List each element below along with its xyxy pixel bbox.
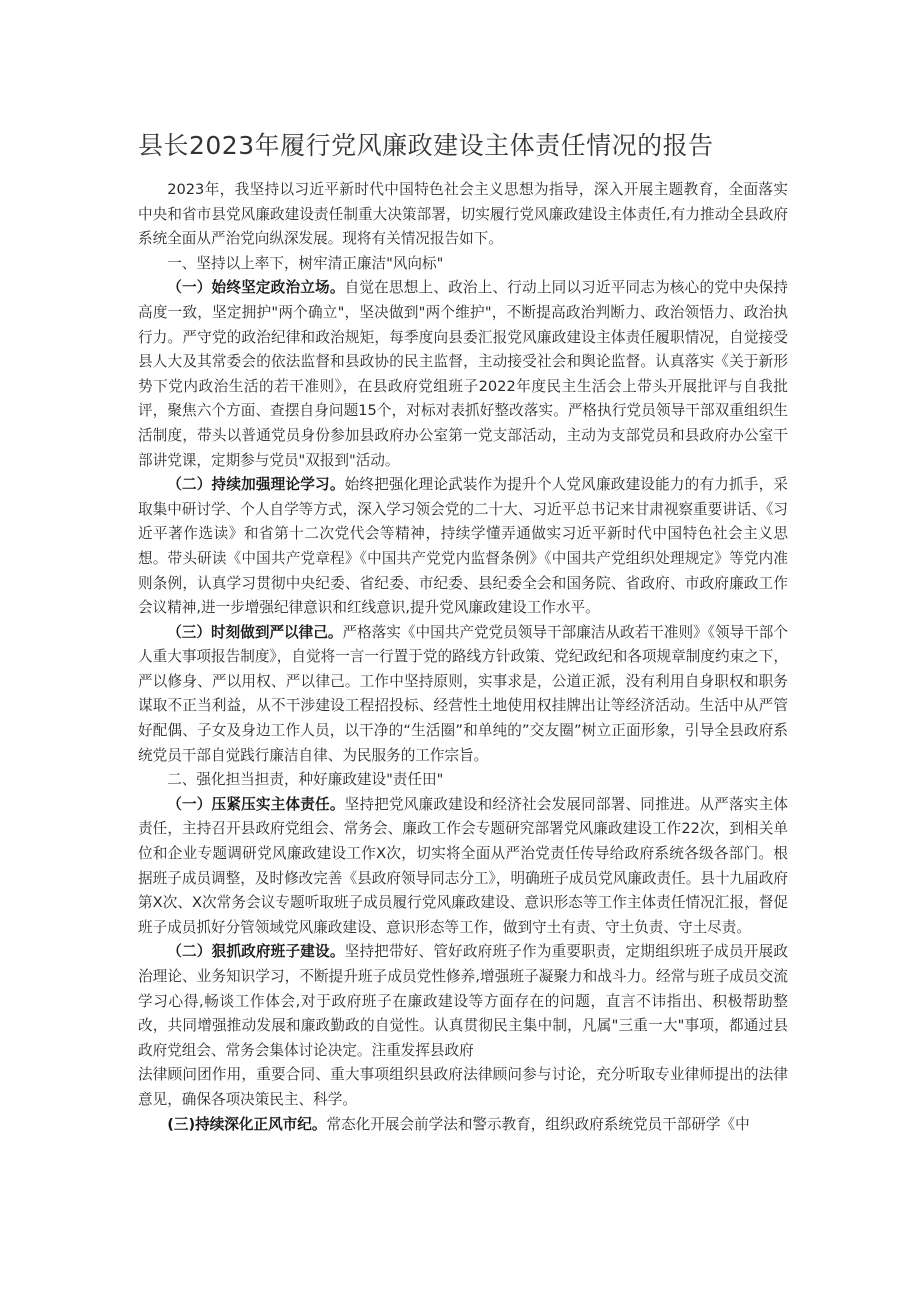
paragraph-text: 自觉在思想上、政治上、行动上同以习近平同志为核心的党中央保持高度一致，坚定拥护"两个确立"，坚决做到"两个维护"，不断提高政治判断力、政治领悟力、政治执行力。严守党的政治纪律和政治规矩，每季度向县委汇报党风廉政建设主体责任履职情况，自觉接受县人大及其常委会的依法监督和县政协的民主监督，主动接受社会和舆论监督。认真落实《关于新形势下党内政治生活的若干准则》，在县政府党组班子2022年度民主生活会上带头开展批评与自我批评，聚焦六个方面、查摆自身问题15个，对标对表抓好整改落实。严格执行党员领导干部双重组织生活制度，带头以普通党员身份参加县政府办公室第一党支部活动，主动为支部党员和县政府办公室干部讲党课，定期参与党员"双报到"活动。: [138, 279, 788, 469]
section-2-paragraph-1: [138, 793, 788, 941]
section-1-paragraph-2: [138, 473, 788, 621]
document-body: [138, 178, 788, 1137]
section-2-paragraph-2-continued: 法律顾问团作用，重要合同、重大事项组织县政府法律顾问参与讨论，充分听取专业律师提出的法律意见，确保各项决策民主、科学。: [138, 1066, 788, 1108]
paragraph-lead: （二）狠抓政府班子建设。: [167, 943, 345, 961]
section-2-heading: 二、强化担当担责，种好廉政建设"责任田": [167, 771, 444, 789]
paragraph-lead: （三）时刻做到严以律己。: [167, 623, 343, 641]
paragraph-text: 坚持把党风廉政建设和经济社会发展同部署、同推进。从严落实主体责任，主持召开县政府党组会、常务会、廉政工作会专题研究部署党风廉政建设工作22次，到相关单位和企业专题调研党风廉政建设工作X次，切实将全面从严治党责任传导给政府系统各级各部门。根据班子成员调整，及时修改完善《县政府领导同志分工》，明确班子成员党风廉政责任。县十九届政府第X次、X次常务会议专题听取班子成员履行党风廉政建设、意识形态等工作主体责任情况汇报，督促班子成员抓好分管领域党风廉政建设、意识形态等工作，做到守土有责、守土负责、守土尽责。: [138, 795, 788, 936]
paragraph-lead: (三)持续深化正风市纪。: [167, 1115, 327, 1133]
section-2-paragraph-3: [138, 1113, 788, 1138]
paragraph-text: 始终把强化理论武装作为提升个人党风廉政建设能力的有力抓手，采取集中研讨学、个人自学等方式，深入学习领会党的二十大、习近平总书记来甘肃视察重要讲话、《习近平著作选读》和省第十二次党代会等精神，持续学懂弄通做实习近平新时代中国特色社会主义思想。带头研读《中国共产党章程》《中国共产党党内监督条例》《中国共产党组织处理规定》等党内准则条例，认真学习贯彻中央纪委、省纪委、市纪委、县纪委全会和国务院、省政府、市政府廉政工作会议精神,进一步增强纪律意识和红线意识,提升党风廉政建设工作水平。: [138, 476, 788, 617]
paragraph-lead: （二）持续加强理论学习。: [167, 476, 345, 494]
document-title: 县长2023年履行党风廉政建设主体责任情况的报告: [138, 131, 714, 160]
paragraph-text: 常态化开展会前学法和警示教育，组织政府系统党员干部研学《中: [326, 1115, 750, 1133]
paragraph-lead: （一）始终坚定政治立场。: [167, 279, 345, 297]
paragraph-lead: （一）压紧压实主体责任。: [167, 795, 345, 813]
paragraph-text: 坚持把带好、管好政府班子作为重要职责，定期组织班子成员开展政治理论、业务知识学习，不断提升班子成员党性修养,增强班子凝聚力和战斗力。经常与班子成员交流学习心得,畅谈工作体会,对于政府班子在廉政建设等方面存在的问题，直言不讳指出、积极帮助整改，共同增强推动发展和廉政勤政的自觉性。认真贯彻民主集中制，凡属"三重一大"事项，都通过县政府党组会、常务会集体讨论决定。注重发挥县政府: [138, 943, 788, 1059]
paragraph-text: 严格落实《中国共产党党员领导干部廉洁从政若干准则》《领导干部个人重大事项报告制度》，自觉将一言一行置于党的路线方针政策、党纪政纪和各项规章制度约束之下，严以修身、严以用权、严以律己。工作中坚持原则，实事求是，公道正派，没有利用自身职权和职务谋取不正当利益，从不干涉建设工程招投标、经营性土地使用权挂牌出让等经济活动。生活中从严管好配偶、子女及身边工作人员，以干净的“生活圈”和单纯的”交友圈”树立正面形象，引导全县政府系统党员干部自觉践行廉洁自律、为民服务的工作宗旨。: [138, 623, 788, 764]
section-1-heading: 一、坚持以上率下，树牢清正廉洁"风向标": [167, 254, 444, 272]
intro-paragraph: 2023年，我坚持以习近平新时代中国特色社会主义思想为指导，深入开展主题教育，全面落实中央和省市县党风廉政建设责任制重大决策部署，切实履行党风廉政建设主体责任,有力推动全县政府系统全面从严治党向纵深发展。现将有关情况报告如下。: [138, 181, 788, 248]
section-1-paragraph-3: [138, 621, 788, 769]
section-2-paragraph-2: [138, 940, 788, 1063]
section-1-paragraph-1: [138, 276, 788, 473]
